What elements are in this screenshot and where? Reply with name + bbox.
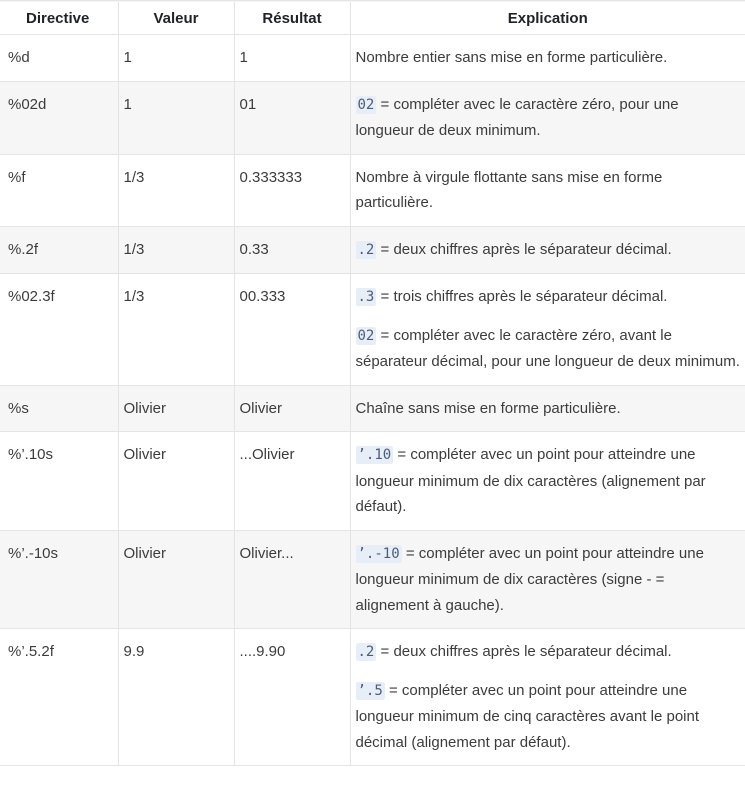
explanation-paragraph bbox=[356, 284, 741, 311]
explanation-paragraph bbox=[356, 442, 741, 520]
explanation-paragraph bbox=[356, 92, 741, 144]
cell-explanation bbox=[350, 530, 745, 629]
cell-result: 1 bbox=[234, 35, 350, 82]
cell-result: 0.333333 bbox=[234, 154, 350, 226]
cell-result: 00.333 bbox=[234, 274, 350, 386]
cell-explanation bbox=[350, 35, 745, 82]
table-row bbox=[0, 530, 745, 629]
explanation-text: = compléter avec le caractère zéro, avant le séparateur décimal, pour une longueur de deux minimum. bbox=[355, 326, 740, 370]
cell-directive: %d bbox=[0, 35, 118, 82]
cell-result: ....9.90 bbox=[234, 629, 350, 766]
code-snippet: ’.5 bbox=[357, 682, 383, 699]
cell-value: 9.9 bbox=[118, 629, 234, 766]
cell-value: 1/3 bbox=[118, 274, 234, 386]
cell-value: Olivier bbox=[118, 432, 234, 531]
cell-value: 1 bbox=[118, 81, 234, 154]
code-snippet: .3 bbox=[357, 289, 375, 305]
explanation-text: = compléter avec un point pour atteindre une longueur minimum de cinq caractères avant le point décimal (alignement par défaut). bbox=[355, 681, 700, 751]
cell-directive: %s bbox=[0, 385, 118, 432]
explanation-paragraph bbox=[356, 237, 741, 264]
explanation-paragraph bbox=[356, 45, 741, 71]
cell-explanation bbox=[350, 385, 745, 432]
table-row bbox=[0, 385, 745, 432]
code-snippet: .2 bbox=[357, 644, 375, 660]
header-explanation: Explication bbox=[350, 2, 745, 35]
code-snippet: .2 bbox=[357, 241, 375, 258]
code-snippet: ’.10 bbox=[357, 447, 392, 463]
cell-explanation bbox=[350, 432, 745, 531]
explanation-paragraph bbox=[356, 639, 741, 666]
cell-result: ...Olivier bbox=[234, 432, 350, 531]
explanation-text: = deux chiffres après le séparateur décimal. bbox=[380, 643, 672, 660]
explanation-paragraph bbox=[356, 678, 741, 756]
cell-explanation bbox=[350, 226, 745, 274]
cell-value: 1 bbox=[118, 35, 234, 82]
explanation-text: = trois chiffres après le séparateur décimal. bbox=[380, 288, 668, 305]
explanation-text: Chaîne sans mise en forme particulière. bbox=[355, 399, 621, 417]
explanation-text: Nombre entier sans mise en forme particulière. bbox=[355, 49, 668, 66]
explanation-text: = compléter avec un point pour atteindre une longueur minimum de dix caractères (alignement par défaut). bbox=[355, 446, 706, 515]
cell-directive: %’.5.2f bbox=[0, 629, 118, 766]
explanation-paragraph bbox=[356, 165, 741, 216]
cell-directive: %02.3f bbox=[0, 274, 118, 386]
header-directive: Directive bbox=[0, 2, 118, 35]
explanation-text: Nombre à virgule flottante sans mise en forme particulière. bbox=[355, 168, 663, 211]
cell-explanation bbox=[350, 154, 745, 226]
table-row bbox=[0, 629, 745, 766]
cell-directive: %02d bbox=[0, 81, 118, 154]
code-snippet: 02 bbox=[357, 327, 375, 344]
explanation-text: = compléter avec un point pour atteindre une longueur minimum de dix caractères (signe - = alignement à gauche). bbox=[355, 544, 704, 614]
cell-directive: %f bbox=[0, 154, 118, 226]
table-row bbox=[0, 274, 745, 386]
code-snippet: ’.-10 bbox=[357, 545, 400, 562]
header-result: Résultat bbox=[234, 2, 350, 35]
cell-explanation bbox=[350, 274, 745, 386]
table-body bbox=[0, 35, 745, 766]
explanation-text: = compléter avec le caractère zéro, pour une longueur de deux minimum. bbox=[355, 95, 679, 139]
explanation-text: = deux chiffres après le séparateur décimal. bbox=[380, 240, 672, 258]
cell-directive: %.2f bbox=[0, 226, 118, 274]
table-row bbox=[0, 154, 745, 226]
format-directives-table bbox=[0, 2, 745, 766]
cell-value: 1/3 bbox=[118, 154, 234, 226]
header-value: Valeur bbox=[118, 2, 234, 35]
cell-directive: %’.10s bbox=[0, 432, 118, 531]
cell-directive: %’.-10s bbox=[0, 530, 118, 629]
table-row bbox=[0, 432, 745, 531]
code-snippet: 02 bbox=[357, 96, 375, 113]
table-row bbox=[0, 226, 745, 274]
cell-result: Olivier bbox=[234, 385, 350, 432]
table-row bbox=[0, 35, 745, 82]
explanation-paragraph bbox=[356, 323, 741, 375]
cell-result: 01 bbox=[234, 81, 350, 154]
explanation-paragraph bbox=[356, 396, 741, 422]
cell-value: 1/3 bbox=[118, 226, 234, 274]
explanation-paragraph bbox=[356, 541, 741, 619]
cell-value: Olivier bbox=[118, 530, 234, 629]
cell-explanation bbox=[350, 629, 745, 766]
cell-value: Olivier bbox=[118, 385, 234, 432]
cell-result: Olivier... bbox=[234, 530, 350, 629]
cell-result: 0.33 bbox=[234, 226, 350, 274]
cell-explanation bbox=[350, 81, 745, 154]
table-row bbox=[0, 81, 745, 154]
table-header-row bbox=[0, 2, 745, 35]
